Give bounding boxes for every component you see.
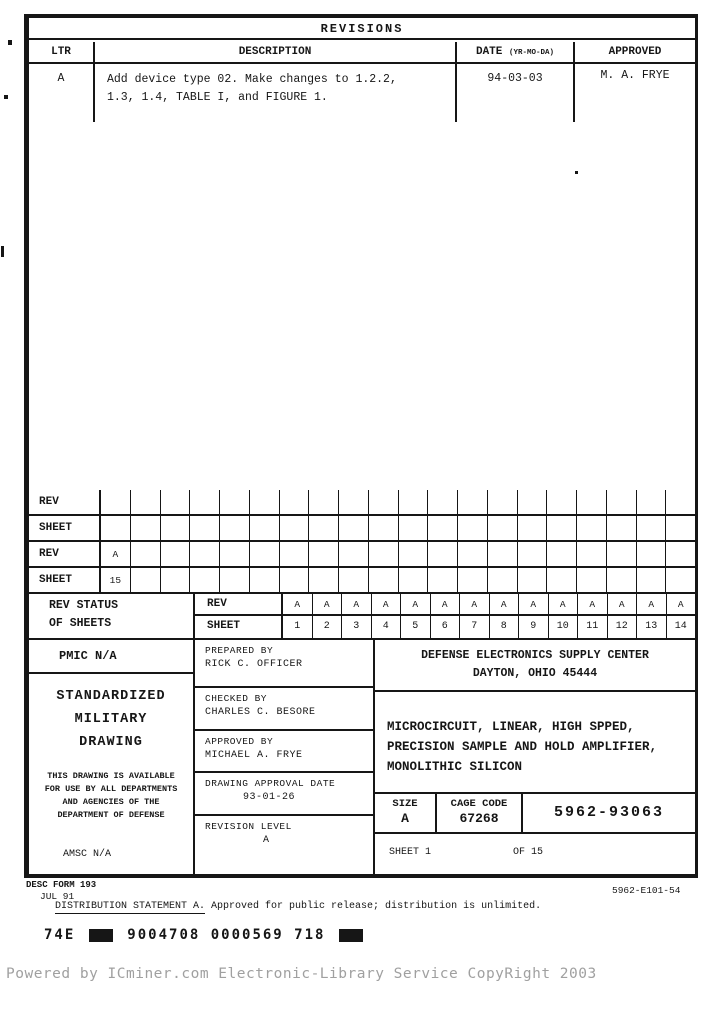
grid-cell	[637, 516, 667, 540]
grid-cell	[488, 516, 518, 540]
agency-name: DEFENSE ELECTRONICS SUPPLY CENTER	[421, 649, 649, 662]
drawing-title-line3: MONOLITHIC SILICON	[387, 760, 523, 774]
title-block-signatures	[195, 640, 375, 874]
approved-by-box	[195, 731, 373, 773]
title-block	[29, 638, 695, 874]
title-block-right	[375, 640, 695, 874]
grid-row	[29, 516, 695, 542]
rev-status-rev-label: REV	[195, 594, 283, 614]
grid-cell	[309, 568, 339, 592]
entry-description	[95, 64, 457, 122]
header-date: DATE (YR-MO-DA)	[457, 42, 575, 62]
checked-by-label: CHECKED BY	[205, 693, 268, 704]
grid-cell	[131, 516, 161, 540]
grid-cell	[369, 516, 399, 540]
grid-cell	[101, 516, 131, 540]
grid-cell	[190, 490, 220, 514]
grid-row-label: SHEET	[29, 568, 101, 592]
grid-cell	[309, 490, 339, 514]
agency-location: DAYTON, OHIO 45444	[472, 667, 598, 681]
drawing-title-line1: MICROCIRCUIT, LINEAR, HIGH SPPED,	[387, 720, 635, 734]
sheet-number-cell: 3	[342, 616, 372, 638]
grid-cell	[577, 542, 607, 566]
grid-cell	[577, 568, 607, 592]
grid-cell	[518, 490, 548, 514]
rev-status-cell: A	[608, 594, 638, 614]
scan-speck	[1, 246, 4, 257]
sheet-number-cell: 10	[549, 616, 579, 638]
cage-code-box	[437, 794, 523, 832]
cage-code-label: CAGE CODE	[450, 798, 508, 810]
pin-box	[523, 794, 695, 832]
approved-by-label: APPROVED BY	[205, 736, 274, 747]
rev-status-cell: A	[372, 594, 402, 614]
grid-cell	[458, 568, 488, 592]
grid-cell	[637, 490, 667, 514]
size-box	[375, 794, 437, 832]
grid-cell	[399, 490, 429, 514]
grid-cell	[458, 490, 488, 514]
barcode-block-icon	[89, 929, 113, 942]
entry-date: 94-03-03	[457, 64, 575, 122]
drawing-frame	[24, 14, 698, 878]
rev-status-cell: A	[313, 594, 343, 614]
rev-status-cell: A	[490, 594, 520, 614]
grid-cell	[101, 490, 131, 514]
distribution-statement-label: DISTRIBUTION STATEMENT A.	[55, 901, 206, 912]
barcode-block-icon	[339, 929, 363, 942]
scan-speck	[4, 95, 8, 99]
grid-cell	[161, 568, 191, 592]
grid-row-label: REV	[29, 490, 101, 514]
grid-cell	[131, 490, 161, 514]
grid-row	[29, 490, 695, 516]
rev-status-cell: A	[677, 599, 684, 610]
revision-entry-row	[29, 64, 695, 122]
rev-status-cell: A	[519, 594, 549, 614]
sheet-number-cell: 2	[313, 616, 343, 638]
upper-grid	[29, 490, 695, 594]
grid-cell	[607, 490, 637, 514]
availability-line: DEPARTMENT OF DEFENSE	[57, 810, 165, 821]
smd-title: STANDARDIZED MILITARY DRAWING	[56, 689, 166, 750]
availability-line: FOR USE BY ALL DEPARTMENTS	[44, 783, 178, 794]
grid-cell	[666, 516, 695, 540]
header-ltr: LTR	[29, 42, 95, 62]
grid-cell	[369, 568, 399, 592]
grid-cell	[309, 516, 339, 540]
sheet-number-cell: 7	[460, 616, 490, 638]
grid-cell	[220, 568, 250, 592]
grid-cell	[428, 516, 458, 540]
grid-cell	[250, 542, 280, 566]
grid-cell	[607, 542, 637, 566]
grid-cell	[666, 490, 695, 514]
cage-code-value: 67268	[459, 811, 499, 826]
grid-row	[29, 542, 695, 568]
ocr-code-digits: 9004708 0000569 718	[127, 927, 326, 943]
amsc-label: AMSC N/A	[63, 848, 112, 860]
rev-status-cell: A	[401, 594, 431, 614]
grid-cell	[518, 568, 548, 592]
grid-cell	[577, 516, 607, 540]
grid-cell	[547, 542, 577, 566]
grid-cell	[637, 568, 667, 592]
size-cage-pin-row	[375, 794, 695, 834]
grid-cell	[458, 542, 488, 566]
drawing-title-line2: PRECISION SAMPLE AND HOLD AMPLIFIER,	[387, 740, 658, 754]
approval-date-box	[195, 773, 373, 816]
grid-cell	[547, 516, 577, 540]
rev-status-rev-cells	[283, 594, 695, 614]
sheet-number-cell: 13	[637, 616, 667, 638]
grid-cell	[131, 568, 161, 592]
grid-cell	[399, 516, 429, 540]
grid-cell: 15	[101, 568, 131, 592]
availability-text	[29, 770, 193, 823]
grid-cell	[280, 542, 310, 566]
rev-status-table	[195, 594, 695, 638]
agency-box	[375, 640, 695, 692]
grid-cell	[250, 516, 280, 540]
grid-cell	[131, 542, 161, 566]
scan-speck	[575, 171, 578, 174]
grid-cell	[161, 490, 191, 514]
pin-value: 5962-93063	[553, 804, 664, 821]
grid-cell	[666, 542, 695, 566]
sheet-number-cell: 1	[283, 616, 313, 638]
grid-cell	[339, 490, 369, 514]
sheet-number-cell: 12	[608, 616, 638, 638]
approval-date-label: DRAWING APPROVAL DATE	[205, 778, 336, 789]
sheet-number-cell: 9	[519, 616, 549, 638]
size-value: A	[401, 811, 409, 826]
approved-by-value: MICHAEL A. FRYE	[205, 750, 303, 761]
rev-status-cell: A	[342, 594, 372, 614]
checked-by-box	[195, 688, 373, 731]
grid-cell	[607, 568, 637, 592]
entry-approved: M. A. FRYE	[600, 69, 670, 82]
size-label: SIZE	[392, 798, 418, 810]
distribution-statement	[55, 901, 541, 912]
document-id: 5962-E101-54	[612, 885, 681, 896]
rev-status-rev-row	[195, 594, 695, 616]
grid-cell	[458, 516, 488, 540]
sheet-number-cell: 6	[431, 616, 461, 638]
grid-cell	[339, 568, 369, 592]
availability-line: THIS DRAWING IS AVAILABLE	[47, 770, 175, 781]
grid-cell	[190, 542, 220, 566]
grid-cell	[280, 490, 310, 514]
grid-cell	[428, 542, 458, 566]
rev-status-sheet-cells	[283, 616, 695, 638]
distribution-statement-text: Approved for public release; distribution is unlimited.	[205, 901, 542, 912]
approval-date-value: 93-01-26	[242, 792, 295, 803]
grid-cell	[488, 568, 518, 592]
revision-level-value: A	[263, 835, 270, 846]
scan-speck	[8, 40, 12, 45]
sheet-number-cell: 11	[578, 616, 608, 638]
grid-cell	[428, 568, 458, 592]
grid-cell	[309, 542, 339, 566]
grid-cell	[577, 490, 607, 514]
sheet-number: SHEET 1	[389, 847, 432, 858]
sheet-number-cell: 8	[490, 616, 520, 638]
header-approved: APPROVED	[608, 46, 662, 58]
rev-status-cell: A	[549, 594, 579, 614]
pmic-label: PMIC N/A	[29, 640, 193, 674]
grid-cell	[220, 490, 250, 514]
grid-cell	[220, 516, 250, 540]
grid-cell	[547, 490, 577, 514]
rev-status-cell: A	[431, 594, 461, 614]
rev-status-label: REV STATUS OF SHEETS	[29, 594, 195, 638]
grid-cell	[399, 568, 429, 592]
grid-row-label: REV	[29, 542, 101, 566]
grid-cell	[607, 516, 637, 540]
entry-ltr: A	[29, 64, 95, 122]
grid-cell	[339, 516, 369, 540]
grid-cell	[161, 516, 191, 540]
sheet-number-cell: 5	[401, 616, 431, 638]
header-date-note: (YR-MO-DA)	[509, 49, 555, 57]
title-block-left	[29, 640, 195, 874]
grid-row-label: SHEET	[29, 516, 101, 540]
sheet-number-row	[375, 834, 695, 878]
drawing-title-box	[375, 692, 695, 794]
grid-cell	[339, 542, 369, 566]
grid-cell	[637, 542, 667, 566]
availability-line: AND AGENCIES OF THE	[62, 797, 160, 808]
revision-level-box	[195, 816, 373, 876]
grid-cell	[488, 490, 518, 514]
watermark-text: Powered by ICminer.com Electronic-Library Service CopyRight 2003	[6, 966, 597, 982]
grid-row	[29, 568, 695, 594]
grid-cell	[280, 568, 310, 592]
grid-cell	[518, 542, 548, 566]
grid-cell: A	[101, 542, 131, 566]
revisions-title: REVISIONS	[29, 18, 695, 40]
header-description: DESCRIPTION	[95, 42, 457, 62]
grid-cell	[666, 568, 695, 592]
grid-cell	[369, 542, 399, 566]
rev-status-cell: A	[578, 594, 608, 614]
grid-cell	[190, 568, 220, 592]
sheet-number-cell: 4	[372, 616, 402, 638]
sheet-of-total: OF 15	[513, 847, 544, 858]
grid-cell	[369, 490, 399, 514]
rev-status-cell: A	[637, 594, 667, 614]
sheet-number-cell: 14	[674, 621, 687, 632]
grid-cell	[399, 542, 429, 566]
rev-status-sheet-label: SHEET	[195, 616, 283, 638]
grid-cell	[547, 568, 577, 592]
rev-status-section	[29, 594, 695, 638]
checked-by-value: CHARLES C. BESORE	[205, 707, 316, 718]
grid-cell	[220, 542, 250, 566]
revision-level-label: REVISION LEVEL	[205, 821, 292, 832]
grid-cell	[518, 516, 548, 540]
form-number: DESC FORM 193	[26, 880, 97, 890]
prepared-by-value: RICK C. OFFICER	[205, 659, 303, 670]
entry-description-line1: Add device type 02. Make changes to 1.2.2,	[107, 73, 397, 86]
form-date: JUL 91	[40, 891, 75, 902]
grid-cell	[250, 568, 280, 592]
entry-description-line2: 1.3, 1.4, TABLE I, and FIGURE 1.	[107, 91, 328, 105]
rev-status-cell: A	[283, 594, 313, 614]
rev-status-sheet-row	[195, 616, 695, 638]
rev-status-cell: A	[460, 594, 490, 614]
prepared-by-label: PREPARED BY	[205, 645, 274, 656]
grid-cell	[488, 542, 518, 566]
ocr-code-line	[44, 927, 363, 943]
prepared-by-box	[195, 640, 373, 688]
grid-cell	[428, 490, 458, 514]
grid-cell	[161, 542, 191, 566]
grid-cell	[250, 490, 280, 514]
grid-cell	[190, 516, 220, 540]
ocr-code-prefix: 74E	[44, 927, 76, 943]
grid-cell	[280, 516, 310, 540]
revisions-header-row	[29, 42, 695, 64]
